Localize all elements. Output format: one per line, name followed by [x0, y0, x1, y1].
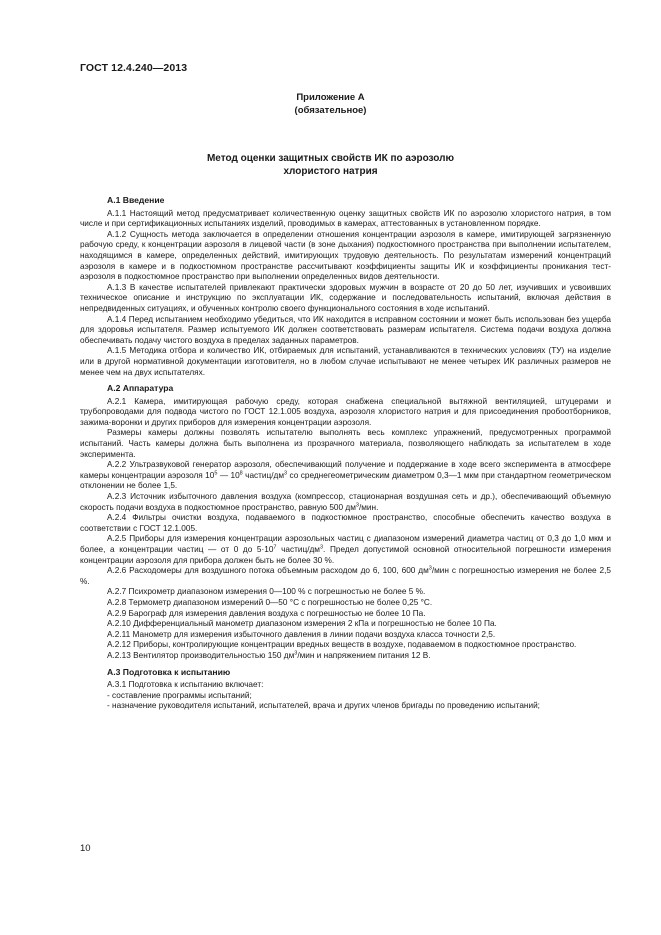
paragraph-a2-8: А.2.8 Термометр диапазоном измерений 0—50 °С с погрешностью не более 0,25 °С.	[107, 597, 433, 607]
paragraph-a2-4: А.2.4 Фильтры очистки воздуха, подаваемого в подкостюмное пространство, способные обеспечить качество воздуха в соответствии с ГОСТ 12.1.005.	[80, 513, 611, 533]
page-number: 10	[80, 843, 91, 854]
paragraph-a2-7: А.2.7 Психрометр диапазоном измерения 0—100 % с погрешностью не более 5 %.	[107, 587, 426, 597]
paragraph-a3-1: А.3.1 Подготовка к испытанию включает:	[107, 680, 264, 690]
title-line-1: Метод оценки защитных свойств ИК по аэрозолю	[206, 153, 455, 164]
section-heading-a2: А.2 Аппаратура	[107, 383, 174, 394]
paragraph-a2-9: А.2.9 Барограф для измерения давления воздуха с погрешностью не более 10 Па.	[107, 608, 426, 618]
document-body	[80, 195, 611, 712]
section-heading-a3: А.3 Подготовка к испытанию	[107, 666, 231, 677]
document-title	[0, 152, 661, 178]
list-item: - назначение руководителя испытаний, испытателей, врача и других членов бригады по проведению испытаний;	[107, 701, 540, 711]
paragraph-a1-2: А.1.2 Сущность метода заключается в определении отношения концентрации аэрозоля в камере, имитирующей загрязненную рабочую среду, к концентрации аэрозоля в лицевой части (в зоне дыхания) подкостюмного пространства при выполнении испытателем, находящимся в камере, определенных действий, имитирующих трудовую деятельность. По результатам измерений концентраций аэрозоля в камере и в подкостюмном пространстве рассчитывают коэффициенты защиты ИК и коэффициенты проникания тест-аэрозоля в подкостюмное пространство при выполнении определенных видов деятельности.	[80, 229, 611, 282]
appendix-type: (обязательное)	[294, 104, 367, 116]
list-item: - составление программы испытаний;	[107, 690, 252, 700]
appendix-label: Приложение А	[296, 92, 365, 103]
paragraph-a2-10: А.2.10 Дифференциальный манометр диапазоном измерения 2 кПа и погрешностью не более 10 Па.	[107, 619, 497, 629]
standard-code: ГОСТ 12.4.240—2013	[80, 62, 188, 74]
paragraph-a2-5: А.2.5 Приборы для измерения концентрации аэрозольных частиц с диапазоном измерений диаметра частиц от 0,3 до 1,0 мкм и более, а концентрации частиц — от 0 до $5\cdot 10^7$ частиц/$дм^3$. Предел допустимой основной относительной погрешности измерения концентрации аэрозоля для прибора должен быть не более 30 %.	[80, 534, 612, 565]
paragraph-a1-3: А.1.3 В качестве испытателей привлекают практически здоровых мужчин в возрасте от 20 до 50 лет, изучивших и усвоивших техническое описание и инструкцию по эксплуатации ИК, содержание и последовательность испытаний, включая действия в непредвиденных ситуациях, и обученных контролю своего функционального состояния в ходе испытаний.	[80, 282, 611, 313]
paragraph-a2-1-cont: Размеры камеры должны позволять испытателю выполнять весь комплекс упражнений, предусмотренных программой испытаний. Часть камеры должна быть выполнена из прозрачного материала, позволяющего наблюдать за испытателем в ходе эксперимента.	[80, 428, 611, 459]
paragraph-a1-5: А.1.5 Методика отбора и количество ИК, отбираемых для испытаний, устанавливаются в технических условиях (ТУ) на изделие или в другой нормативной документации изготовителя, но в любом случае испытывают не менее четырех ИК различных размеров не менее чем на двух испытателях.	[80, 346, 611, 377]
paragraph-a2-12: А.2.12 Приборы, контролирующие концентрации вредных веществ в воздухе, подаваемом в подкостюмное пространство.	[107, 640, 577, 650]
paragraph-a2-2: А.2.2 Ультразвуковой генератор аэрозоля, обеспечивающий получение и поддержание в ходе всего эксперимента в атмосфере камеры концентрации аэрозоля $10^5$ — $10^8$ частиц/$дм^3$ со среднегеометрическим диаметром 0,3—1 мкм при стандартном геометрическом отклонении не более 1,5.	[80, 460, 611, 491]
paragraph-a2-3: А.2.3 Источник избыточного давления воздуха (компрессор, стационарная воздушная сеть и др.), обеспечивающий объемную скорость подачи воздуха в подкостюмное пространство, равную 500 $дм^3$/мин.	[80, 492, 611, 512]
section-heading-a1: А.1 Введение	[107, 195, 165, 205]
paragraph-a2-13: А.2.13 Вентилятор производительностью 150 $дм^3$/мин и напряжением питания 12 В.	[107, 650, 431, 660]
paragraph-a2-6: А.2.6 Расходомеры для воздушного потока объемным расходом до 6, 100, 600 $дм^3$/мин с погрешностью измерения не более 2,5 %.	[80, 565, 611, 586]
paragraph-a1-4: А.1.4 Перед испытанием необходимо убедиться, что ИК находится в исправном состоянии и может быть использован без ущерба для здоровья испытателя. Размер испытуемого ИК должен соответствовать размерам испытателя. Система подачи воздуха должна обеспечивать подачу чистого воздуха в пределах заданных параметров.	[80, 314, 611, 345]
appendix-heading	[0, 92, 661, 117]
title-line-2: хлористого натрия	[283, 166, 378, 177]
paragraph-a2-11: А.2.11 Манометр для измерения избыточного давления в линии подачи воздуха класса точности 2,5.	[107, 629, 496, 639]
paragraph-a1-1: А.1.1 Настоящий метод предусматривает количественную оценку защитных свойств ИК по аэрозолю хлористого натрия, в том числе и при сертификационных испытаниях изделий, проводимых в камерах, аттестованных в установленном порядке.	[80, 208, 611, 229]
paragraph-a2-1: А.2.1 Камера, имитирующая рабочую среду, которая снабжена специальной вытяжной вентиляцией, штуцерами и трубопроводами для подвода чистого по ГОСТ 12.1.005 воздуха, аэрозоля хлористого натрия и для присоединения пробоотборников, зажима-воронки и других приборов для измерения концентрации аэрозоля.	[80, 396, 611, 427]
